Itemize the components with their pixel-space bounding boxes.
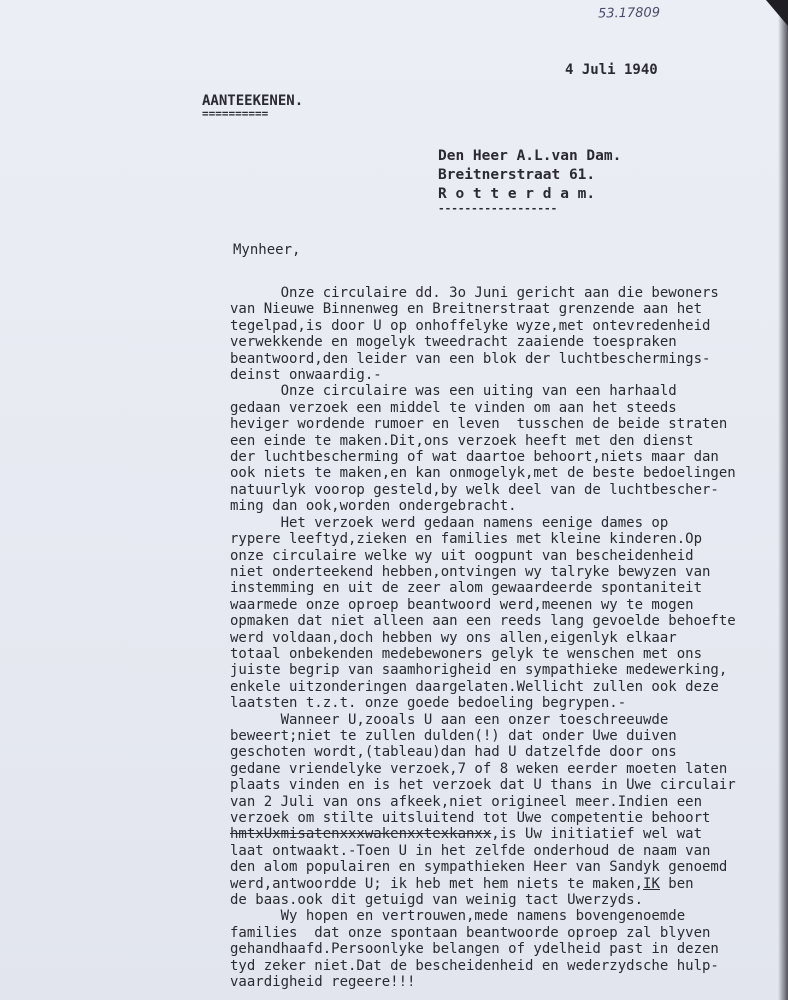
body-line: niet onderteekend hebben,ontvingen wy talryke bewyzen van — [230, 563, 711, 580]
body-line: den alom populairen en sympathieken Heer van Sandyk genoemd — [230, 859, 728, 876]
body-line: plaats vinden en is het verzoek dat U thans in Uwe circulair — [230, 777, 736, 794]
archive-number: 53.17809 — [597, 5, 661, 22]
body-line: beantwoord,den leider van een blok der luchtbeschermings- — [230, 350, 711, 367]
body-line: instemming en uit de zeer alom gewaardeerde spontaniteit — [230, 580, 703, 597]
body-line: werd,antwoordde U; ik heb met hem niets te maken,IK ben — [230, 875, 694, 892]
registered-label: AANTEEKENEN. — [202, 93, 304, 109]
emphasis-ik: IK — [643, 875, 660, 892]
body-line: Het verzoek werd gedaan namens eenige dames op — [230, 514, 669, 531]
body-line: Onze circulaire dd. 3o Juni gericht aan die bewoners — [230, 285, 719, 301]
body-line: gedaan verzoek een middel te vinden om aan het steeds — [230, 399, 677, 416]
body-line: een einde te maken.Dit,ons verzoek heeft met den dienst — [230, 432, 694, 449]
body-line: verzoek om stilte uitsluitend tot Uwe competentie behoort — [230, 810, 711, 826]
struck-text: hmtxUxmisatenxxxwakenxxtexkanxx — [230, 826, 492, 843]
body-line: enkele uitzonderingen daargelaten.Wellicht zullen ook deze — [230, 678, 719, 695]
page-edge-shadow — [778, 0, 788, 1000]
page-corner — [766, 0, 788, 26]
body-line: verwekkende en mogelyk tweedracht zaaiende toespraken — [230, 334, 677, 351]
body-line: opmaken dat niet alleen aan een reeds lang gevoelde behoefte — [230, 613, 736, 630]
body-line: juiste begrip van saamhorigheid en sympathieke medewerking, — [230, 662, 728, 679]
body-line: rypere leeftyd,zieken en families met kleine kinderen.Op — [230, 531, 703, 548]
body-line — [230, 826, 775, 842]
body-line: laat ontwaakt.-Toen U in het zelfde onderhoud de naam van — [230, 842, 711, 859]
body-line: families dat onze spontaan beantwoorde oproep zal blyven — [230, 924, 711, 941]
body-line: onze circulaire welke wy uit oogpunt van bescheidenheid — [230, 547, 694, 564]
body-line: tyd zeker niet.Dat de bescheidenheid en wederzydsche hulp- — [230, 957, 719, 974]
body-line: tegelpad,is door U op onhoffelyke wyze,met ontevredenheid — [230, 317, 711, 334]
body-line: deinst onwaardig.- — [230, 367, 382, 384]
body-line: vaardigheid regeere!!! — [230, 974, 416, 991]
body-line: ook niets te maken,en kan onmogelyk,met de beste bedoelingen — [230, 465, 736, 482]
body-line: beweert;niet te zullen dulden(!) dat onder Uwe duiven — [230, 727, 677, 744]
registered-heading — [202, 93, 303, 119]
salutation: Mynheer, — [233, 242, 301, 258]
body-line: Onze circulaire was een uiting van een harhaald — [230, 383, 677, 400]
body-line: van Nieuwe Binnenweg en Breitnerstraat grenzende aan het — [230, 301, 703, 318]
address-line-1: Den Heer A.L.van Dam. — [438, 148, 622, 164]
body-line: de baas.ook dit getuigd van weinig tact Uwerzyds. — [230, 892, 644, 909]
body-line: heviger wordende rumoer en leven tusschen de beide straten — [230, 416, 728, 433]
body-line: totaal onbekenden medebewoners gelyk te wenschen met ons — [230, 645, 703, 662]
letter-date: 4 Juli 1940 — [565, 62, 658, 78]
address-line-3: R o t t e r d a m. — [438, 186, 596, 202]
body-line: natuurlyk voorop gesteld,by welk deel van de luchtbescher- — [230, 481, 719, 498]
recipient-address — [438, 147, 621, 214]
body-line: gedane vriendelyke verzoek,7 of 8 weken eerder moeten laten — [230, 760, 728, 777]
struck-line-rest: ,is Uw initiatief wel wat — [491, 826, 703, 843]
body-line: Wy hopen en vertrouwen,mede namens bovengenoemde — [230, 908, 686, 925]
body-line: Wanneer U,zooals U aan een onzer toeschreeuwde — [230, 711, 669, 728]
body-line: van 2 Juli van ons afkeek,niet origineel meer.Indien een — [230, 793, 703, 810]
body-line: geschoten wordt,(tableau)dan had U datzelfde door ons — [230, 744, 677, 761]
address-underline: ------------------ — [438, 202, 558, 215]
body-line: laatsten t.z.t. onze goede bedoeling begrypen.- — [230, 695, 627, 712]
registered-underline: ========== — [202, 107, 269, 120]
address-line-2: Breitnerstraat 61. — [438, 167, 596, 183]
body-line: werd voldaan,doch hebben wy ons allen,eigenlyk elkaar — [230, 629, 677, 646]
body-line: der luchtbescherming of wat daartoe behoort,niets maar dan — [230, 449, 719, 466]
body-line: waarmede onze oproep beantwoord werd,meenen wy te mogen — [230, 596, 694, 613]
letter-body — [230, 285, 775, 990]
body-line: ming dan ook,worden ondergebracht. — [230, 498, 517, 515]
body-line: gehandhaafd.Persoonlyke belangen of ydelheid past in dezen — [230, 941, 719, 958]
